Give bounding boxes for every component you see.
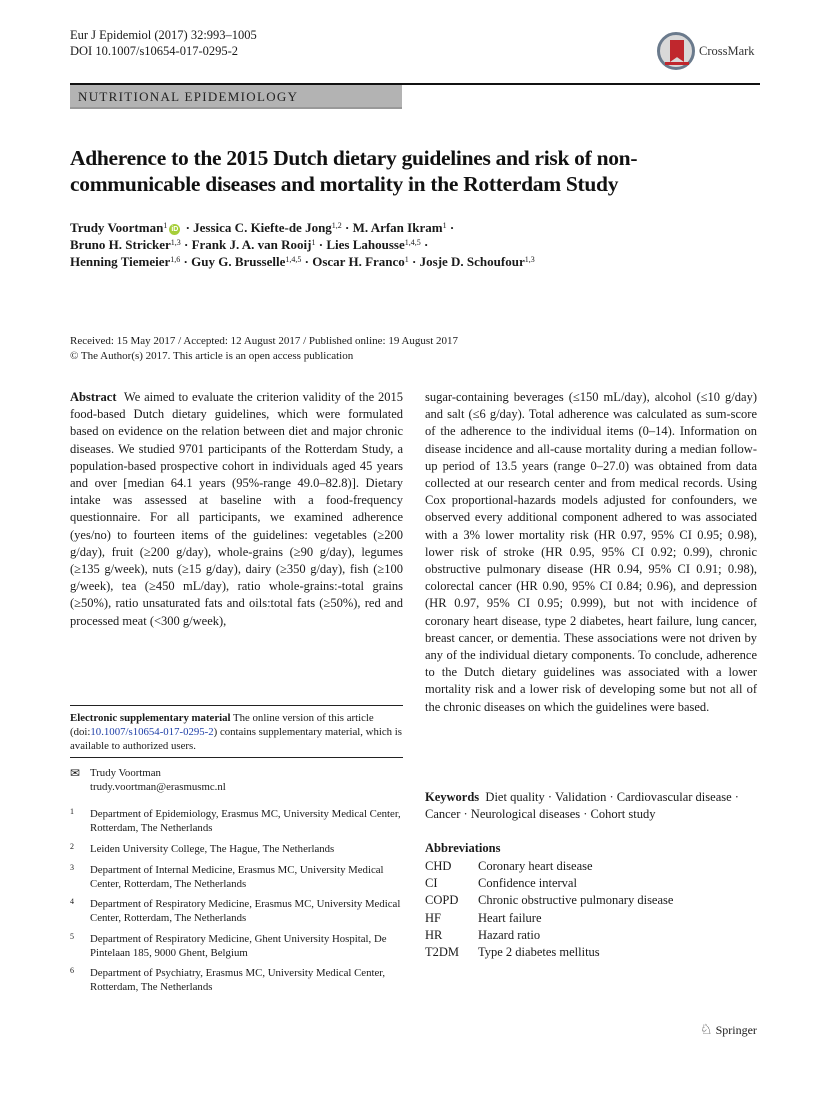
author: Lies Lahousse [326,237,405,252]
abbreviation-key: CI [425,876,438,891]
keywords [425,789,757,823]
author: Guy G. Brusselle [191,254,286,269]
abbreviation-row [425,944,673,961]
esm-text: ) contains supplementary material, which is available to authorized users. [70,726,402,752]
envelope-icon: ✉ [70,766,81,780]
abbreviation-key: HF [425,910,441,925]
abstract-right-column [425,389,757,716]
keywords-label: Keywords [425,790,480,804]
author-affiliation-ref: 1,6 [170,255,181,264]
abbreviation-value: Type 2 diabetes mellitus [478,945,600,960]
author-affiliation-ref: 1,3 [170,238,181,247]
corresponding-author: Trudy Voortman [90,767,161,779]
affiliation-number: 5 [70,932,74,941]
abbreviation-row [425,910,673,927]
author: Trudy Voortman [70,220,164,235]
author-affiliation-ref: 1 [311,238,316,247]
author-affiliation-ref: 1,3 [524,255,535,264]
journal-reference: Eur J Epidemiol (2017) 32:993–1005 [70,28,257,42]
author: M. Arfan Ikram [352,220,443,235]
orcid-icon[interactable]: iD [171,225,179,233]
publisher-logo [700,1022,757,1039]
doi-line: DOI 10.1007/s10654-017-0295-2 [70,44,239,58]
publisher-name: Springer [715,1023,757,1037]
affiliation [70,966,403,994]
abbreviation-value: Heart failure [478,910,542,925]
esm-doi-link[interactable]: 10.1007/s10654-017-0295-2 [90,726,214,738]
author-affiliation-ref: 1,4,5 [285,255,302,264]
section-label: NUTRITIONAL EPIDEMIOLOGY [78,89,299,104]
abbreviation-key: CHD [425,859,452,873]
author: Bruno H. Stricker [70,237,171,252]
abbreviation-value: Hazard ratio [478,927,541,942]
affiliation [70,897,403,925]
esm-text: The online version of this article (doi: [70,712,374,738]
corresponding-email[interactable]: trudy.voortman@erasmusmc.nl [90,781,226,793]
publication-dates [70,334,458,364]
author-affiliation-ref: 1 [163,221,168,230]
copyright-line: © The Author(s) 2017. This article is an open access publication [70,350,354,362]
abbreviation-row [425,892,673,909]
footnote-rule [70,757,403,758]
abbreviations-heading: Abbreviations [425,841,501,855]
author: Frank J. A. van Rooij [191,237,312,252]
affiliation-number: 3 [70,863,74,872]
affiliation-text: Department of Internal Medicine, Erasmus MC, University Medical Center, Rotterdam, The Netherlands [90,864,384,890]
author: Jessica C. Kiefte-de Jong [193,220,332,235]
esm-label: Electronic supplementary material [70,712,231,724]
abbreviation-key: COPD [425,893,459,908]
author: Josje D. Schoufour [419,254,525,269]
affiliation-text: Department of Epidemiology, Erasmus MC, University Medical Center, Rotterdam, The Netherlands [90,808,401,834]
abbreviation-row [425,875,673,892]
abstract-text-right: sugar-containing beverages (≤150 mL/day), alcohol (≤10 g/day) and salt (≤6 g/day). Total adherence was calculated as sum-score of the adherence to the individual items (0–14). Information on disease incidence and all-cause mortality during a median follow-up period of 13.5 years (range 0–27.0) was obtained from data collected at our research center and from medical records. Using Cox proportional-hazards models adjusted for confounders, we observed every additional component adhered to was associated with a 3% lower mortality risk (HR 0.97, 95% CI 0.95; 0.98), lower risk of stroke (HR 0.95, 95% CI 0.92; 0.99), chronic obstructive pulmonary disease (HR 0.94, 95% CI 0.91; 0.98), colorectal cancer (HR 0.90, 95% CI 0.84; 0.96), and depression (HR 0.97, 95% CI 0.95; 0.999), but not with incidence of coronary heart disease, type 2 diabetes, heart failure, lung cancer, breast cancer, or dementia. These associations were not driven by any of the individual dietary components. To conclude, adherence to the Dutch dietary guidelines was associated with a lower mortality risk and a lower risk of developing some but not all of the chronic diseases on which the guidelines were based. [425,390,757,714]
abbreviation-value: Confidence interval [478,876,577,891]
affiliation [70,842,403,856]
author: Henning Tiemeier [70,254,171,269]
affiliation-text: Department of Respiratory Medicine, Erasmus MC, University Medical Center, Rotterdam, The Netherlands [90,898,401,924]
abbreviation-key: T2DM [425,945,460,960]
abbreviations-list [425,858,673,961]
author-affiliation-ref: 1 [404,255,409,264]
crossmark-badge[interactable] [657,32,755,70]
author-affiliation-ref: 1,4,5 [404,238,421,247]
section-band [70,85,402,109]
affiliation-number: 2 [70,842,74,851]
supplementary-note [70,711,403,753]
affiliation [70,863,403,891]
crossmark-icon [657,32,695,70]
author-affiliation-ref: 1,2 [331,221,342,230]
affiliation-number: 6 [70,966,74,975]
affiliation-number: 4 [70,897,74,906]
springer-knight-icon: ♘ [700,1023,713,1038]
keywords-text: Diet quality · Validation · Cardiovascular disease · Cancer · Neurological diseases · Cohort study [425,790,739,821]
article-title: Adherence to the 2015 Dutch dietary guidelines and risk of non-communicable diseases and mortality in the Rotterdam Study [70,146,638,196]
author: Oscar H. Franco [312,254,405,269]
crossmark-label: CrossMark [699,43,755,58]
footnote-rule [70,705,403,706]
affiliation [70,807,403,835]
correspondence [70,766,403,794]
affiliation-number: 1 [70,807,74,816]
affiliation-text: Department of Psychiatry, Erasmus MC, University Medical Center, Rotterdam, The Netherlands [90,967,386,993]
affiliation-text: Leiden University College, The Hague, The Netherlands [90,843,335,855]
dates-line: Received: 15 May 2017 / Accepted: 12 August 2017 / Published online: 19 August 2017 [70,335,459,347]
affiliation-text: Department of Respiratory Medicine, Ghent University Hospital, De Pintelaan 185, 9000 Ghent, Belgium [90,933,387,959]
abbreviation-value: Chronic obstructive pulmonary disease [478,893,674,908]
abbreviation-value: Coronary heart disease [478,859,593,873]
affiliation [70,932,403,960]
abstract-label: Abstract [70,390,117,404]
author-list: Trudy Voortman$^1$ iD · Jessica C. Kiefte-de Jong$^{1,2}$ · M. Arfan Ikram$^1$ · Bruno H. Stricker$^{1,3}$ · Frank J. A. van Rooij$^1$ · Lies Lahousse$^{1,4,5}$ · Henning Tiemeier$^{1,6}$ · Guy G. Brusselle$^{1,4,5}$ · Oscar H. Franco$^1$ · Josje D. Schoufour$^{1,3}$ [70,220,535,269]
abbreviation-row [425,858,673,875]
author-affiliation-ref: 1 [442,221,447,230]
abbreviation-row [425,927,673,944]
abstract-left-column [70,389,403,630]
abstract-text-left: We aimed to evaluate the criterion validity of the 2015 food-based Dutch dietary guidelines, which were formulated based on evidence on the relation between diet and major chronic diseases. We studied 9701 participants of the Rotterdam Study, a population-based prospective cohort in individuals aged 45 years and over [median 64.1 years (95%-range 49.0–82.8)]. Dietary intake was assessed at baseline with a food-frequency questionnaire. For all participants, we examined adherence (yes/no) to fourteen items of the guidelines: vegetables (≥200 g/day), fruit (≥200 g/day), whole-grains (≥90 g/day), legumes (≥135 g/week), nuts (≥15 g/day), dairy (≥350 g/day), fish (≥100 g/week), tea (≥450 mL/day), ratio whole-grains:-total grains (≥50%), ratio unsaturated fats and oils:total fats (≥50%), red and processed meat (<300 g/week), [70,390,403,628]
abbreviation-key: HR [425,927,443,942]
